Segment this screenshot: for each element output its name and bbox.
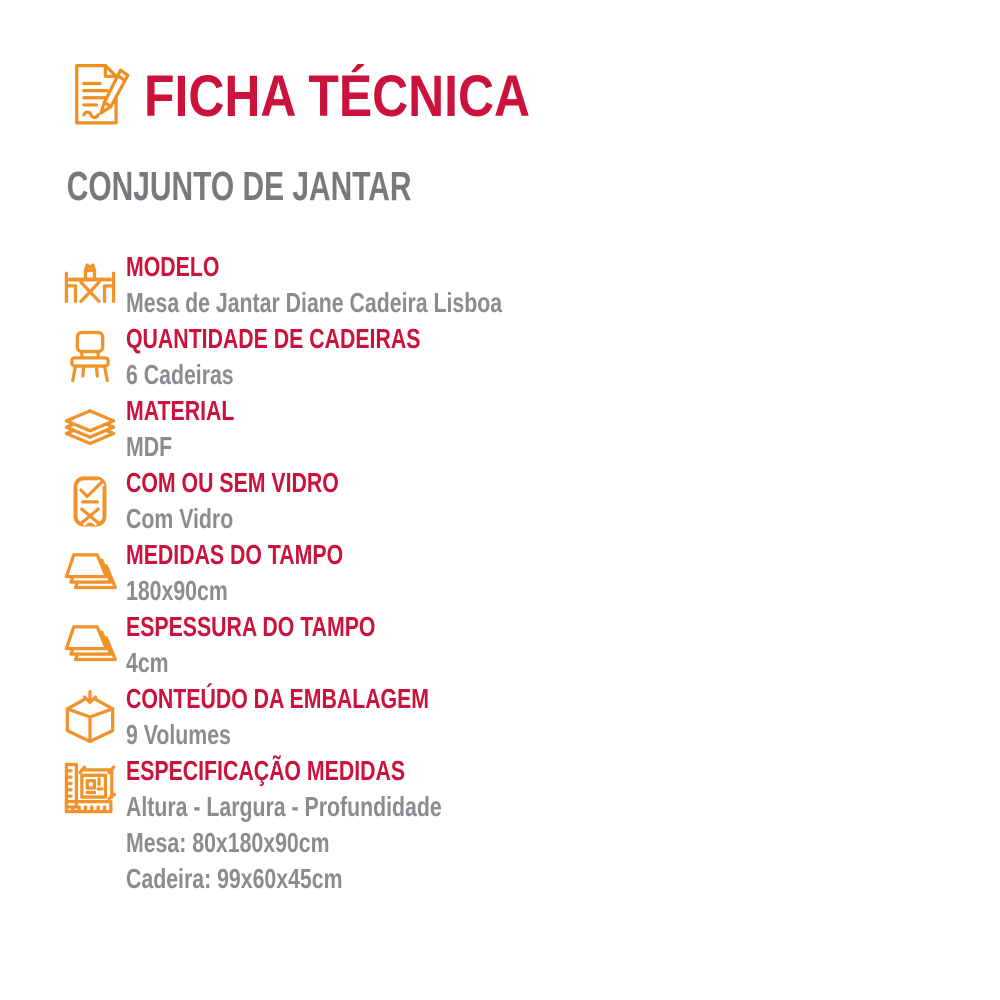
spec-list [58,249,1000,897]
spec-row-espessura-tampo [58,609,1000,681]
layers-icon [61,404,119,454]
spec-value: 4cm [126,647,169,678]
checklist-icon [61,472,119,530]
spec-label: QUANTIDADE DE CADEIRAS [126,323,421,354]
dining-table-icon [61,256,119,314]
spec-label: MEDIDAS DO TAMPO [126,539,344,570]
header [58,58,1000,134]
tabletop-stack-icon [61,620,119,670]
chair-icon [61,328,119,386]
spec-row-material [58,393,1000,465]
spec-value: 180x90cm [126,575,228,606]
spec-label: COM OU SEM VIDRO [126,467,339,498]
document-pencil-icon [66,60,134,132]
spec-label: MATERIAL [126,395,235,426]
spec-row-medidas-tampo [58,537,1000,609]
spec-value: Altura - Largura - Profundidade [126,791,442,822]
spec-value: Mesa: 80x180x90cm [126,827,330,858]
spec-label: MODELO [126,251,220,282]
spec-value: Mesa de Jantar Diane Cadeira Lisboa [126,287,503,318]
spec-label: ESPECIFICAÇÃO MEDIDAS [126,755,406,786]
page-title: FICHA TÉCNICA [144,63,531,129]
spec-row-modelo [58,249,1000,321]
spec-row-quantidade-cadeiras [58,321,1000,393]
spec-value: Com Vidro [126,503,234,534]
spec-row-especificacao-medidas [58,753,1000,897]
package-box-icon [61,688,119,746]
spec-value: 6 Cadeiras [126,359,234,390]
spec-row-conteudo-embalagem [58,681,1000,753]
spec-value: 9 Volumes [126,719,231,750]
measurement-ruler-icon [61,759,119,817]
spec-label: ESPESSURA DO TAMPO [126,611,376,642]
spec-value: Cadeira: 99x60x45cm [126,863,343,894]
spec-value: MDF [126,431,173,462]
spec-label: CONTEÚDO DA EMBALAGEM [126,683,430,714]
page-subtitle: CONJUNTO DE JANTAR [66,163,412,209]
spec-row-vidro [58,465,1000,537]
tabletop-stack-icon [61,548,119,598]
